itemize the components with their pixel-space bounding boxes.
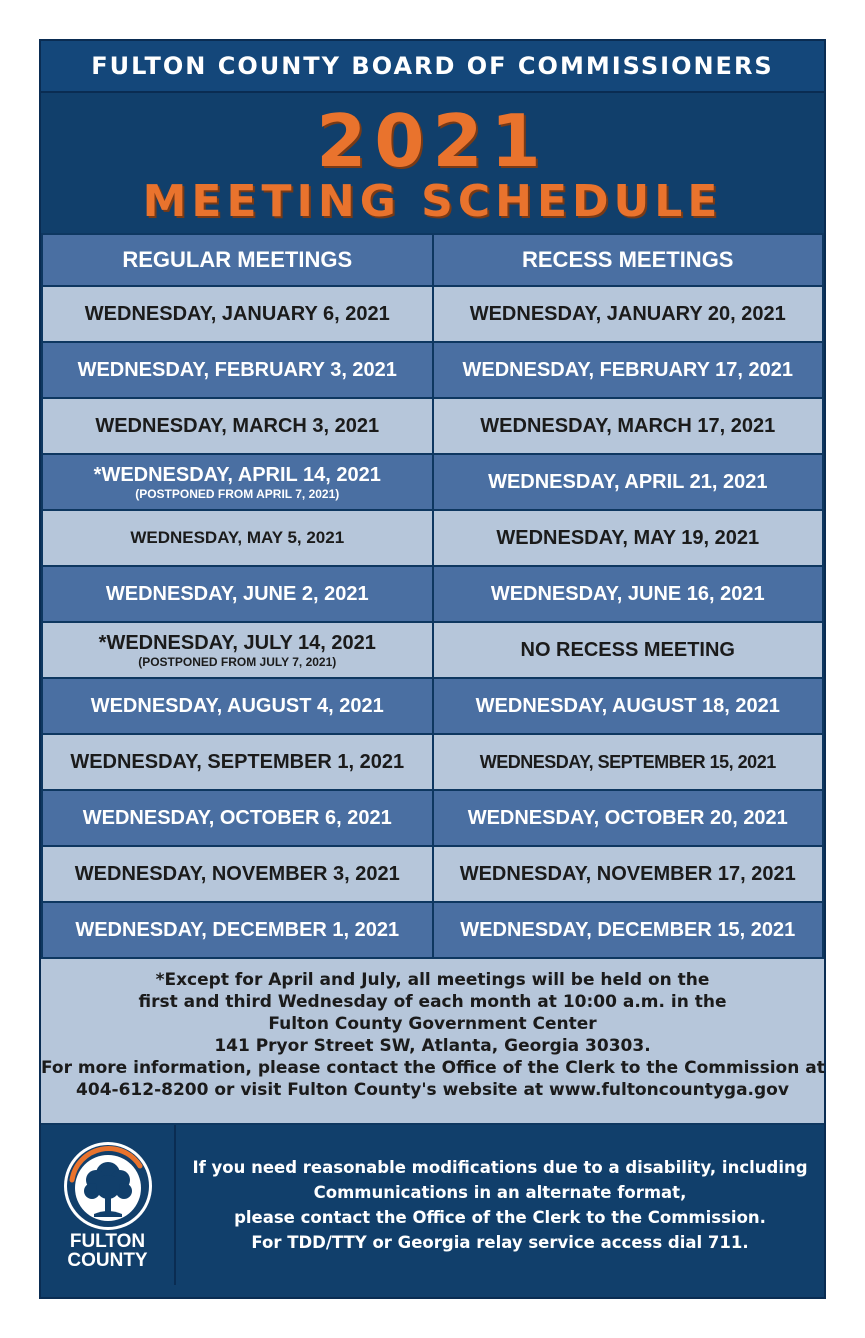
recess-meeting-date: WEDNESDAY, NOVEMBER 17, 2021 <box>459 863 796 885</box>
recess-meeting-cell <box>433 678 824 734</box>
regular-meeting-cell <box>42 342 433 398</box>
table-row <box>42 846 823 902</box>
regular-meeting-cell <box>42 454 433 510</box>
recess-meeting-cell <box>433 622 824 678</box>
table-row <box>42 342 823 398</box>
postponed-note: (POSTPONED FROM APRIL 7, 2021) <box>135 487 340 501</box>
recess-meeting-cell <box>433 342 824 398</box>
footer-band <box>41 1125 824 1285</box>
recess-meeting-date: WEDNESDAY, AUGUST 18, 2021 <box>475 695 780 717</box>
regular-meeting-cell <box>42 734 433 790</box>
schedule-footnote <box>41 959 824 1125</box>
recess-meeting-date: WEDNESDAY, MARCH 17, 2021 <box>480 415 776 437</box>
regular-meeting-cell <box>42 566 433 622</box>
recess-meeting-cell <box>433 902 824 958</box>
footnote-line: Fulton County Government Center <box>268 1014 597 1034</box>
table-row <box>42 622 823 678</box>
recess-meeting-cell <box>433 286 824 342</box>
tree-emblem-icon <box>62 1140 154 1232</box>
regular-meeting-cell <box>42 902 433 958</box>
schedule-poster <box>39 39 826 1299</box>
table-row <box>42 286 823 342</box>
regular-meeting-cell <box>42 846 433 902</box>
recess-meeting-date: WEDNESDAY, MAY 19, 2021 <box>496 527 760 549</box>
schedule-year: 2021 <box>316 99 549 183</box>
regular-meeting-cell <box>42 622 433 678</box>
regular-meeting-date: WEDNESDAY, MAY 5, 2021 <box>130 528 345 547</box>
accessibility-line: For TDD/TTY or Georgia relay service access dial 711. <box>251 1233 749 1252</box>
title-block <box>41 93 824 233</box>
accessibility-line: Communications in an alternate format, <box>313 1183 687 1202</box>
recess-meeting-cell <box>433 566 824 622</box>
fulton-county-logo <box>41 1125 176 1285</box>
table-row <box>42 790 823 846</box>
recess-meeting-date: WEDNESDAY, OCTOBER 20, 2021 <box>467 807 788 829</box>
recess-meeting-date: WEDNESDAY, JUNE 16, 2021 <box>490 583 765 605</box>
regular-meeting-date: WEDNESDAY, DECEMBER 1, 2021 <box>75 919 400 941</box>
logo-text-line: FULTON <box>69 1231 146 1252</box>
accessibility-line: If you need reasonable modifications due to a disability, including <box>192 1158 808 1177</box>
logo-text-line: COUNTY <box>67 1250 148 1271</box>
recess-meeting-cell <box>433 510 824 566</box>
recess-meeting-date: NO RECESS MEETING <box>520 639 735 661</box>
meeting-table <box>41 233 824 959</box>
regular-meeting-date: *WEDNESDAY, APRIL 14, 2021 <box>93 464 381 486</box>
footnote-line: *Except for April and July, all meetings will be held on the <box>155 970 710 990</box>
table-row <box>42 510 823 566</box>
table-row <box>42 454 823 510</box>
regular-meeting-date: WEDNESDAY, SEPTEMBER 1, 2021 <box>70 751 405 773</box>
regular-meeting-cell <box>42 678 433 734</box>
postponed-note: (POSTPONED FROM JULY 7, 2021) <box>138 655 337 669</box>
regular-meeting-cell <box>42 286 433 342</box>
recess-meeting-date: WEDNESDAY, APRIL 21, 2021 <box>488 471 768 493</box>
regular-meetings-header: REGULAR MEETINGS <box>42 234 433 286</box>
regular-meeting-date: *WEDNESDAY, JULY 14, 2021 <box>98 632 376 654</box>
regular-meeting-date: WEDNESDAY, OCTOBER 6, 2021 <box>82 807 392 829</box>
regular-meeting-date: WEDNESDAY, NOVEMBER 3, 2021 <box>74 863 400 885</box>
organization-name: FULTON COUNTY BOARD OF COMMISSIONERS <box>41 41 824 93</box>
recess-meetings-header: RECESS MEETINGS <box>433 234 824 286</box>
schedule-title: MEETING SCHEDULE <box>142 176 723 227</box>
table-row <box>42 566 823 622</box>
recess-meeting-cell <box>433 398 824 454</box>
regular-meeting-date: WEDNESDAY, AUGUST 4, 2021 <box>90 695 384 717</box>
regular-meeting-date: WEDNESDAY, FEBRUARY 3, 2021 <box>77 359 397 381</box>
table-header-row <box>42 234 823 286</box>
table-row <box>42 734 823 790</box>
accessibility-notice <box>176 1125 824 1285</box>
recess-meeting-cell <box>433 790 824 846</box>
table-row <box>42 398 823 454</box>
recess-meeting-date: WEDNESDAY, SEPTEMBER 15, 2021 <box>479 752 776 772</box>
regular-meeting-date: WEDNESDAY, MARCH 3, 2021 <box>95 415 380 437</box>
regular-meeting-cell <box>42 398 433 454</box>
table-row <box>42 902 823 958</box>
regular-meeting-date: WEDNESDAY, JUNE 2, 2021 <box>105 583 369 605</box>
recess-meeting-date: WEDNESDAY, DECEMBER 15, 2021 <box>460 919 796 941</box>
footnote-line: 141 Pryor Street SW, Atlanta, Georgia 30303. <box>214 1036 651 1056</box>
regular-meeting-date: WEDNESDAY, JANUARY 6, 2021 <box>84 303 390 325</box>
recess-meeting-cell <box>433 734 824 790</box>
regular-meeting-cell <box>42 510 433 566</box>
accessibility-line: please contact the Office of the Clerk to the Commission. <box>234 1208 766 1227</box>
recess-meeting-date: WEDNESDAY, JANUARY 20, 2021 <box>469 303 786 325</box>
recess-meeting-date: WEDNESDAY, FEBRUARY 17, 2021 <box>462 359 793 381</box>
table-row <box>42 678 823 734</box>
footnote-line: For more information, please contact the Office of the Clerk to the Commission at <box>41 1058 825 1078</box>
footnote-line: 404-612-8200 or visit Fulton County's website at www.fultoncountyga.gov <box>76 1080 789 1100</box>
recess-meeting-cell <box>433 454 824 510</box>
regular-meeting-cell <box>42 790 433 846</box>
footnote-line: first and third Wednesday of each month at 10:00 a.m. in the <box>138 992 727 1012</box>
recess-meeting-cell <box>433 846 824 902</box>
